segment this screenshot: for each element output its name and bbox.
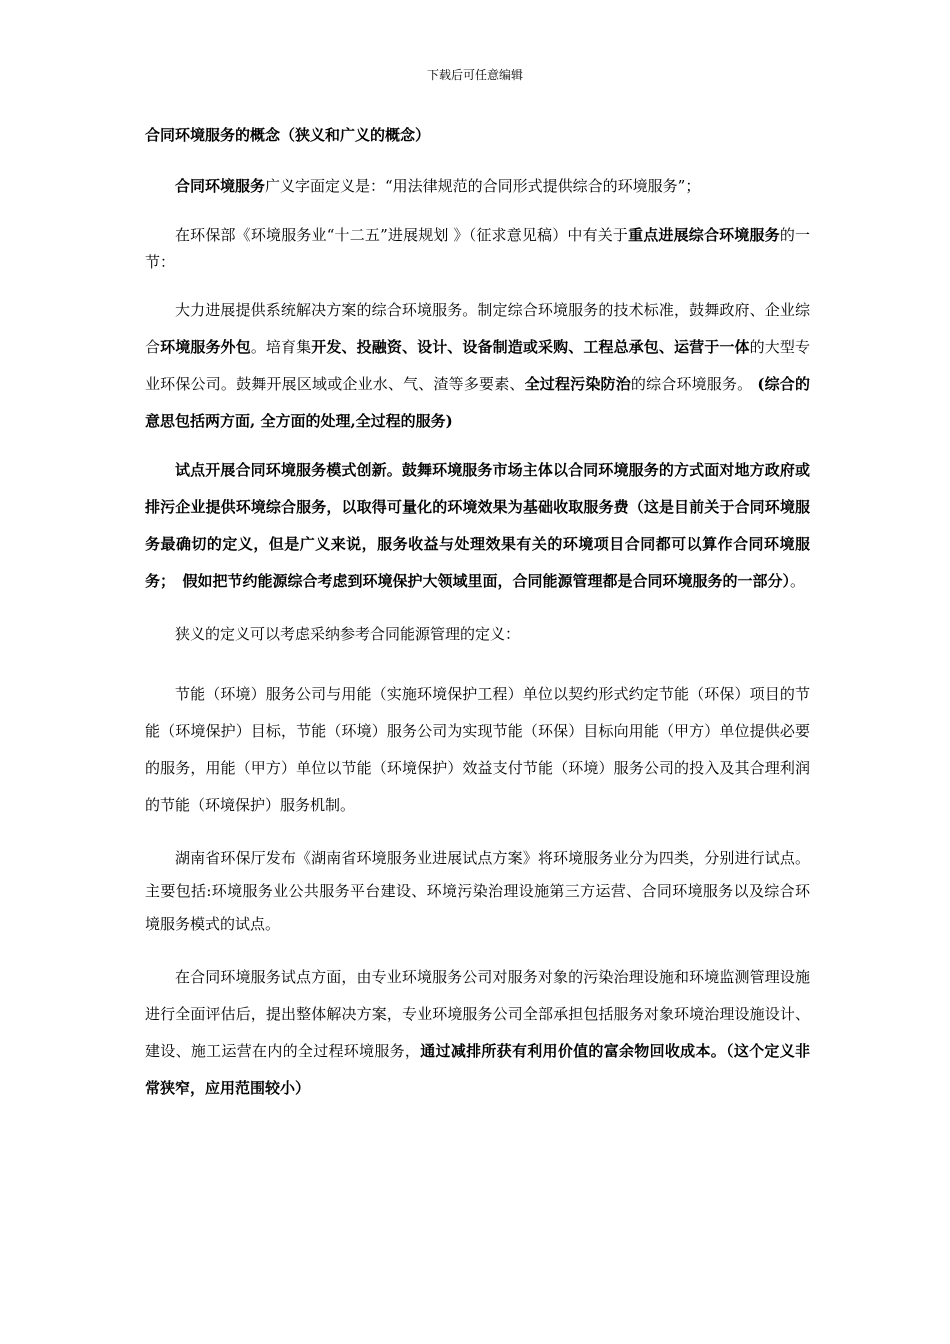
paragraph-comprehensive-service [145, 292, 810, 440]
paragraph-pilot-innovation [145, 452, 810, 600]
paragraph-plan-reference [145, 222, 810, 276]
text-run: 狭义的定义可以考虑采纳参考合同能源管理的定义： [175, 625, 521, 643]
text-run: 大力进展提供系统解决方案的综合环境服务。制定综合环境服务的技术标准，鼓舞政府、企业综合 [145, 301, 810, 356]
paragraph-broad-definition [145, 172, 810, 200]
text-run: 在环保部《环境服务业“十二五”进展规划 》（征求意见稿）中有关于 [175, 226, 629, 244]
text-run: 。 [790, 572, 806, 590]
text-run: 重点进展综合环境服务 [628, 226, 780, 244]
text-run: 开发、投融资、设计、设备制造或采购、工程总承包、运营于一体 [311, 338, 750, 356]
text-run: 试点开展合同环境服务模式创新。鼓舞环境服务市场主体以合同环境服务的方式面对地方政府或排污企业提供环境综合服务，以取得可量化的环境效果为基础收取服务费（这是目前关于合同环境服务最确切的定义，但是广义来说，服务收益与处理效果有关的环境项目合同都可以算作合同环境服务； 假如把节约能源综合考虑到环境保护大领域里面，合同能源管理都是合同环境服务的一部分） [145, 461, 810, 590]
paragraph-energy-service-mechanism [145, 676, 810, 824]
document-title: 合同环境服务的概念（狭义和广义的概念） [145, 126, 431, 144]
paragraph-hunan-pilot [145, 842, 810, 941]
text-run: 环境服务外包 [160, 338, 251, 356]
text-run: 湖南省环保厅发布《湖南省环境服务业进展试点方案》将环境服务业分为四类，分别进行试点。主要包括:环境服务业公共服务平台建设、环境污染治理设施第三方运营、合同环境服务以及综合环境服务模式的试点。 [145, 849, 810, 933]
text-run: 广义字面定义是：“用法律规范的合同形式提供综合的环境服务”； [265, 177, 701, 195]
text-run: 在合同环境服务试点方面，由专业环境服务公司对服务对象的污染治理设施和环境监测管理设施进行全面评估后，提出整体解决方案，专业环境服务公司全部承担包括服务对象环境治理设施设计、建设、施工运营在内的全过程环境服务， [145, 968, 810, 1060]
text-run: 全过程污染防治 [524, 375, 631, 393]
page-header: 下载后可任意编辑 [426, 68, 523, 82]
paragraph-narrow-definition [145, 620, 810, 648]
text-run: 的一节： [145, 226, 810, 271]
text-run: 合同环境服务 [175, 177, 266, 195]
document-body [145, 122, 810, 1107]
text-run: (综合的意思包括两方面, 全方面的处理,全过程的服务) [145, 375, 810, 430]
text-run: 节能（环境）服务公司与用能（实施环境保护工程）单位以契约形式约定节能（环保）项目的节能（环境保护）目标，节能（环境）服务公司为实现节能（环保）目标向用能（甲方）单位提供必要的服务，用能（甲方）单位以节能（环境保护）效益支付节能（环境）服务公司的投入及其合理利润的节能（环境保护）服务机制。 [145, 685, 810, 814]
text-run: 的综合环境服务。 [630, 375, 758, 393]
text-run: 的大型专业环保公司。鼓舞开展区域或企业水、气、渣等多要素、 [145, 338, 810, 393]
text-run: 通过减排所获有利用价值的富余物回收成本。（这个定义非常狭窄，应用范围较小） [145, 1042, 810, 1097]
text-run: 。培育集 [250, 338, 312, 356]
paragraph-contract-pilot [145, 959, 810, 1107]
